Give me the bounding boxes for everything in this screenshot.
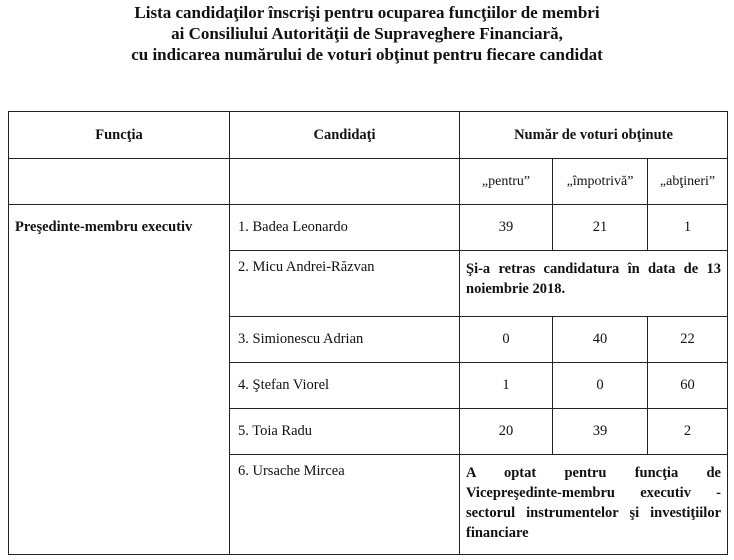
subheader-empty-function [9, 159, 230, 205]
votes-for: 1 [460, 363, 553, 409]
document-title [0, 2, 734, 65]
function-continued [9, 363, 230, 409]
votes-abstain: 1 [648, 205, 728, 251]
header-function: Funcţia [9, 112, 230, 159]
candidate-name: 5. Toia Radu [230, 409, 460, 455]
function-continued [9, 455, 230, 555]
votes-against: 0 [553, 363, 648, 409]
votes-for: 39 [460, 205, 553, 251]
subheader-row [9, 159, 728, 205]
candidates-table [8, 111, 728, 555]
candidate-name: 3. Simionescu Adrian [230, 317, 460, 363]
subheader-abstain: „abţineri” [648, 159, 728, 205]
candidate-name: 4. Ştefan Viorel [230, 363, 460, 409]
header-votes: Număr de voturi obţinute [460, 112, 728, 159]
votes-against: 40 [553, 317, 648, 363]
votes-abstain: 60 [648, 363, 728, 409]
title-line-3: cu indicarea numărului de voturi obţinut pentru fiecare candidat [131, 45, 603, 64]
title-line-1: Lista candidaţilor înscrişi pentru ocuparea funcţiilor de membri [134, 3, 600, 22]
function-continued [9, 409, 230, 455]
table-row [9, 205, 728, 251]
header-candidates: Candidaţi [230, 112, 460, 159]
table-row [9, 409, 728, 455]
votes-for: 0 [460, 317, 553, 363]
function-continued [9, 251, 230, 317]
subheader-empty-candidates [230, 159, 460, 205]
function-continued [9, 317, 230, 363]
table-row [9, 455, 728, 555]
votes-abstain: 22 [648, 317, 728, 363]
subheader-for: „pentru” [460, 159, 553, 205]
candidate-name: 6. Ursache Mircea [230, 455, 460, 555]
title-line-2: ai Consiliului Autorităţii de Supraveghere Financiară, [171, 24, 563, 43]
votes-against: 21 [553, 205, 648, 251]
votes-against: 39 [553, 409, 648, 455]
votes-abstain: 2 [648, 409, 728, 455]
table-row [9, 317, 728, 363]
votes-for: 20 [460, 409, 553, 455]
candidate-name: 2. Micu Andrei-Răzvan [230, 251, 460, 317]
subheader-against: „împotrivă” [553, 159, 648, 205]
candidate-note: Şi-a retras candidatura în data de 13 noiembrie 2018. [460, 251, 728, 317]
table-row [9, 363, 728, 409]
candidate-note: A optat pentru funcţia de Vicepreşedinte-membru executiv - sectorul instrumentelor şi investiţiilor financiare [460, 455, 728, 555]
candidate-name: 1. Badea Leonardo [230, 205, 460, 251]
function-name: Preşedinte-membru executiv [9, 205, 230, 251]
table-row [9, 251, 728, 317]
header-row [9, 112, 728, 159]
